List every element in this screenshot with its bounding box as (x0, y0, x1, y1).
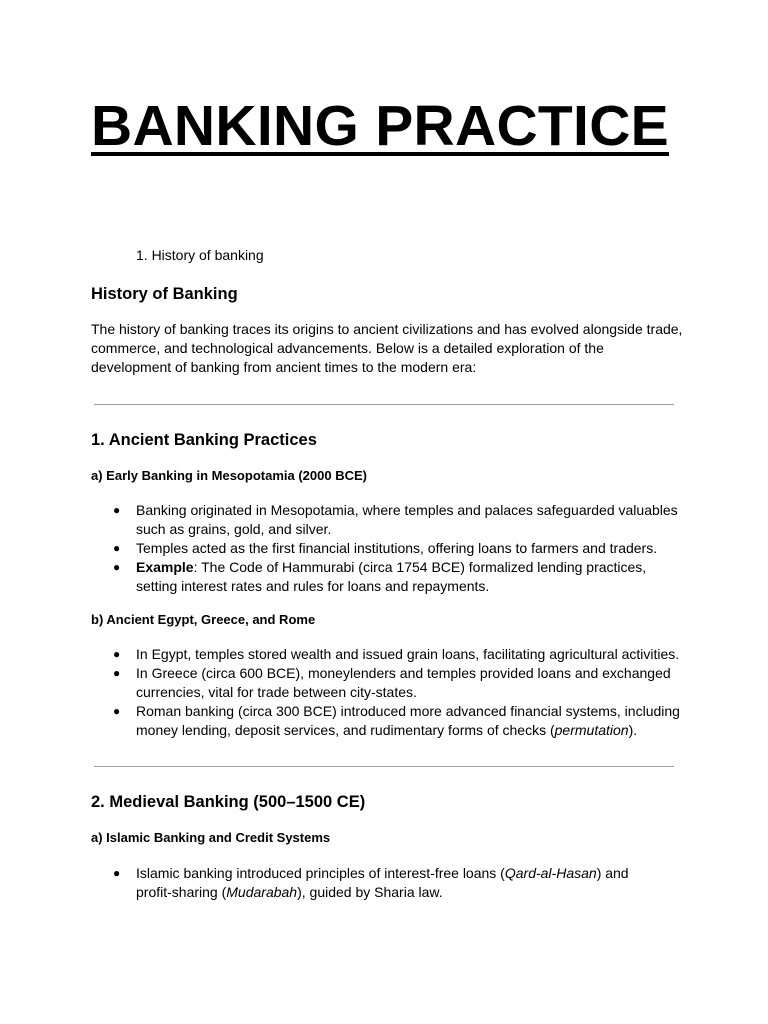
bullet-icon: ● (113, 866, 121, 880)
bullet-icon: ● (113, 541, 121, 555)
list-item-text: money lending, deposit services, and rudimentary forms of checks ( (136, 722, 555, 738)
document-title: BANKING PRACTICE (91, 94, 669, 158)
bullet-icon: ● (113, 560, 121, 574)
intro-line: commerce, and technological advancements. Below is a detailed exploration of the (91, 340, 604, 357)
list-item-line (136, 721, 708, 740)
list-item-line: In Egypt, temples stored wealth and issued grain loans, facilitating agricultural activities. (136, 646, 680, 662)
italic-term: permutation (554, 722, 629, 738)
subsection-heading-mesopotamia: a) Early Banking in Mesopotamia (2000 BCE) (91, 468, 367, 483)
intro-line: The history of banking traces its origins to ancient civilizations and has evolved alongside trade, (91, 321, 683, 337)
bullet-icon: ● (113, 704, 121, 718)
section-heading-medieval: 2. Medieval Banking (500–1500 CE) (91, 793, 366, 811)
horizontal-divider (94, 404, 674, 405)
list-item-line (136, 864, 708, 883)
example-label: Example (136, 559, 194, 575)
list-item (108, 645, 708, 664)
list-item-line: Banking originated in Mesopotamia, where temples and palaces safeguarded valuables (136, 502, 678, 518)
list-item-line: Roman banking (circa 300 BCE) introduced more advanced financial systems, including (136, 703, 680, 719)
italic-term: Qard-al-Hasan (504, 865, 597, 881)
italic-term: Mudarabah (226, 884, 298, 900)
subsection-heading-islamic: a) Islamic Banking and Credit Systems (91, 830, 331, 845)
intro-line: development of banking from ancient times to the modern era: (91, 359, 477, 376)
list-item (108, 539, 708, 558)
list-item-line (136, 558, 708, 577)
list-item-line (136, 883, 708, 902)
bullet-list-islamic (108, 864, 708, 902)
example-text: : The Code of Hammurabi (circa 1754 BCE) formalized lending practices, (193, 559, 647, 575)
list-item (108, 664, 708, 702)
bullet-list-egypt-greece-rome (108, 645, 708, 740)
list-item-line: In Greece (circa 600 BCE), moneylenders and temples provided loans and exchanged (136, 665, 671, 681)
list-item-text: ) and (596, 865, 629, 881)
list-item-line: such as grains, gold, and silver. (136, 521, 332, 537)
list-item-line: currencies, vital for trade between city-states. (136, 684, 417, 700)
toc-item: 1. History of banking (136, 247, 264, 263)
history-heading: History of Banking (91, 285, 238, 303)
list-item (108, 558, 708, 596)
list-item (108, 501, 708, 539)
list-item-text: ), guided by Sharia law. (297, 884, 443, 900)
bullet-icon: ● (113, 666, 121, 680)
subsection-heading-egypt-greece-rome: b) Ancient Egypt, Greece, and Rome (91, 612, 316, 627)
intro-paragraph (91, 320, 691, 378)
list-item-text: Islamic banking introduced principles of interest-free loans ( (136, 865, 505, 881)
list-item-line: Temples acted as the first financial institutions, offering loans to farmers and traders. (136, 540, 658, 556)
bullet-icon: ● (113, 647, 121, 661)
list-item-line: setting interest rates and rules for loans and repayments. (136, 578, 490, 594)
bullet-list-mesopotamia (108, 501, 708, 596)
section-heading-ancient: 1. Ancient Banking Practices (91, 431, 317, 449)
list-item (108, 864, 708, 902)
list-item (108, 702, 708, 740)
list-item-text: profit-sharing ( (136, 884, 227, 900)
bullet-icon: ● (113, 503, 121, 517)
horizontal-divider (94, 766, 674, 767)
list-item-text: ). (628, 722, 638, 738)
